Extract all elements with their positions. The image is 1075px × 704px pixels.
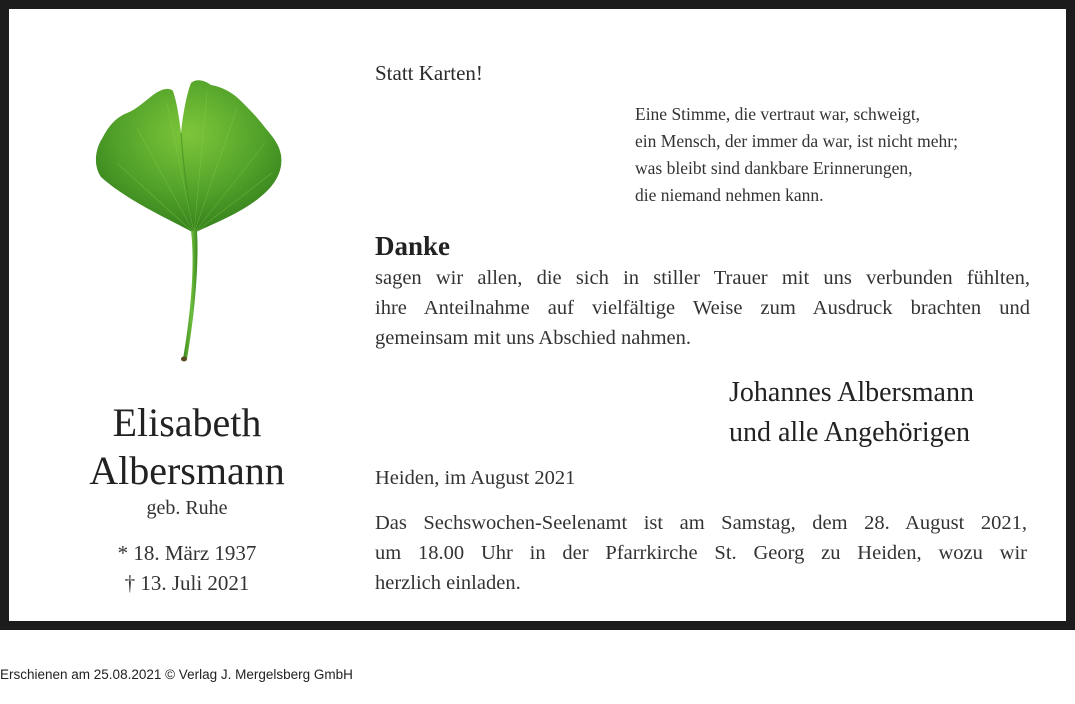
signers [729, 373, 974, 453]
deceased-maiden-name: geb. Ruhe [146, 497, 228, 519]
poem-line: Eine Stimme, die vertraut war, schweigt, [635, 104, 921, 124]
poem-line: was bleibt sind dankbare Erinnerungen, [635, 158, 913, 178]
thanks-text [375, 263, 1030, 353]
mass-line: Das Sechswochen-Seelenamt ist am Samstag, dem 28. August 2021, [375, 512, 1027, 534]
place-date: Heiden, im August 2021 [375, 467, 576, 489]
death-date: † 13. Juli 2021 [124, 571, 250, 595]
signer-line: Johannes Albersmann [729, 377, 974, 408]
mass-line: herzlich einladen. [375, 572, 521, 594]
poem-line: ein Mensch, der immer da war, ist nicht mehr; [635, 131, 958, 151]
signer-line: und alle Angehörigen [729, 417, 971, 448]
thanks-line: sagen wir allen, die sich in stiller Trauer mit uns verbunden fühlten, [375, 267, 1030, 289]
thanks-line: gemeinsam mit uns Abschied nahmen. [375, 327, 691, 349]
poem-line: die niemand nehmen kann. [635, 185, 824, 205]
thanks-title: Danke [375, 231, 451, 261]
publication-footer: Erschienen am 25.08.2021 © Verlag J. Mergelsberg GmbH [0, 667, 353, 682]
thanks-line: ihre Anteilnahme auf vielfältige Weise zum Ausdruck brachten und [375, 297, 1030, 319]
mass-announcement [375, 508, 1027, 598]
poem [635, 101, 958, 209]
deceased-first-name: Elisabeth [112, 400, 262, 445]
birth-date: * 18. März 1937 [117, 541, 257, 565]
notice-heading: Statt Karten! [375, 61, 483, 85]
ginkgo-leaf-icon [87, 73, 297, 363]
deceased-last-name: Albersmann [89, 448, 285, 493]
mass-line: um 18.00 Uhr in der Pfarrkirche St. Georg zu Heiden, wozu wir [375, 542, 1027, 564]
